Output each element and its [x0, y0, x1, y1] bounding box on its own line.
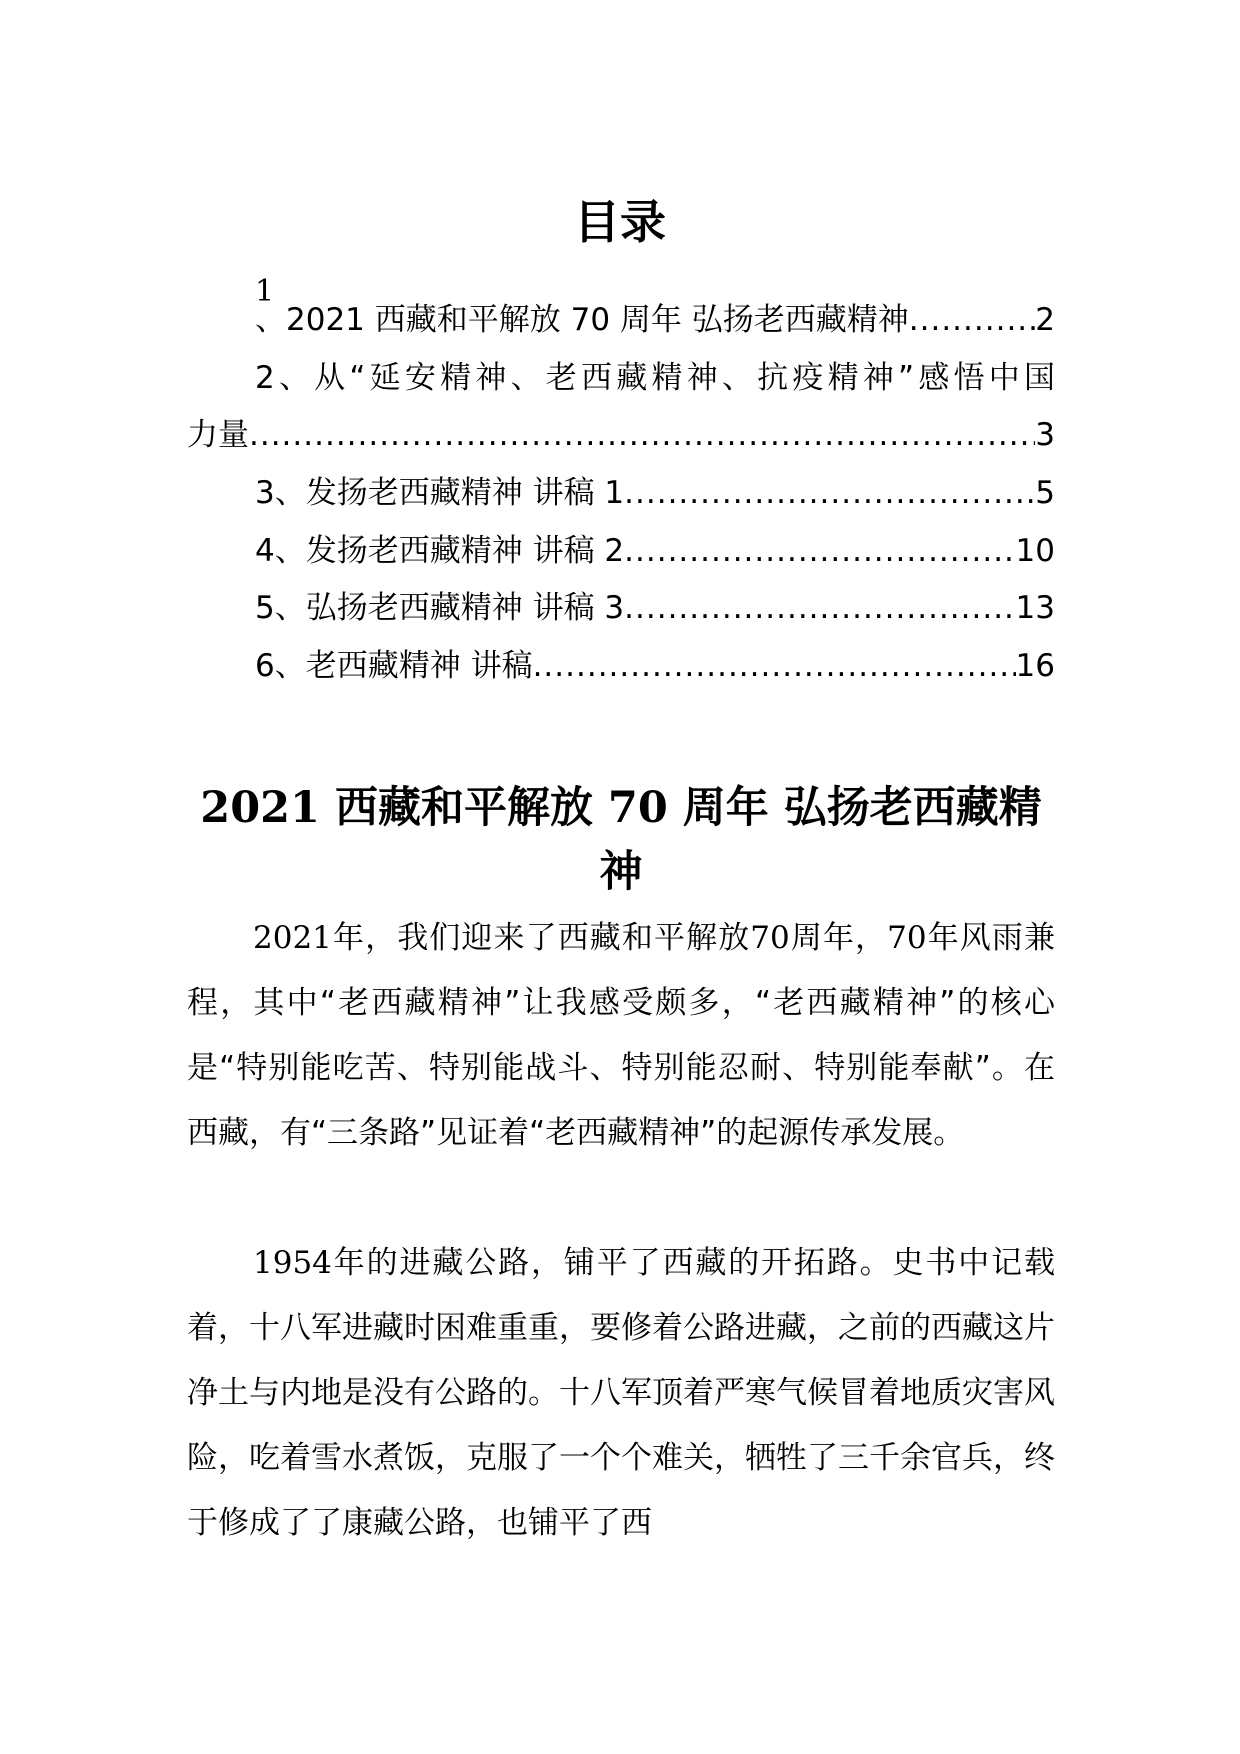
toc-entry-page: 3 — [1035, 417, 1055, 453]
paragraph-text: 周年， — [789, 920, 888, 956]
article-paragraph-2 — [187, 1231, 1055, 1556]
toc-entry-6[interactable] — [255, 642, 1055, 690]
toc-leader-dots — [624, 584, 1015, 632]
heading-year: 2021 — [200, 783, 320, 833]
toc-entry-page: 13 — [1015, 590, 1055, 626]
toc-entry-label: 4、发扬老西藏精神 讲稿 2 — [255, 533, 625, 569]
toc-entry-page: 16 — [1015, 648, 1055, 684]
toc-entry-2[interactable] — [187, 411, 1055, 459]
toc-entry-2-line1[interactable]: 2、从“延安精神、老西藏精神、抗疫精神”感悟中国 — [255, 360, 1055, 396]
toc-entry-4[interactable] — [255, 527, 1055, 575]
toc-entry-1-number: 1 — [255, 274, 275, 309]
heading-line2: 神 — [599, 847, 643, 897]
toc-entry-page: 10 — [1015, 533, 1055, 569]
toc-entry-page: 2 — [1035, 302, 1055, 338]
toc-entry-label: 力量 — [187, 417, 249, 453]
heading-text-b: 周年 弘扬老西藏精 — [667, 783, 1042, 833]
toc-entry-3[interactable] — [255, 469, 1055, 517]
toc-leader-dots — [909, 296, 1036, 344]
toc-entry-label: 5、弘扬老西藏精神 讲稿 3 — [255, 590, 625, 626]
toc-entry-page: 5 — [1035, 475, 1055, 511]
paragraph-text: 年，我们迎来了西藏和平解放 — [331, 920, 751, 956]
paragraph-text: 年的进藏公路，铺平了西藏的开拓路。史书中记载着，十八军进藏时困难重重，要修着公路进藏，之前的西藏这片净土与内地是没有公路的。十八军顶着严寒气候冒着地质灾害风险，吃着雪水煮饭，克服了一个个难关，牺牲了三千余官兵，终于修成了了康藏公路，也铺平了西 — [187, 1245, 1055, 1541]
toc-entry-1[interactable] — [255, 296, 1055, 344]
paragraph-number: 1954 — [253, 1245, 332, 1281]
paragraph-text: 年风雨兼程，其中“老西藏精神”让我感受颇多，“老西藏精神”的核心是“特别能吃苦、特别能战斗、特别能忍耐、特别能奉献”。在西藏，有“三条路”见证着“老西藏精神”的起源传承发展。 — [187, 920, 1056, 1151]
toc-title: 目录 — [574, 195, 666, 249]
paragraph-number: 70 — [887, 920, 927, 956]
paragraph-number: 70 — [750, 920, 790, 956]
toc-entry-5[interactable] — [255, 584, 1055, 632]
heading-text-a: 西藏和平解放 — [319, 783, 608, 833]
article-heading — [187, 776, 1055, 904]
paragraph-number: 2021 — [253, 920, 332, 956]
toc-leader-dots — [249, 411, 1035, 459]
toc-entry-label: 、2021 西藏和平解放 70 周年 弘扬老西藏精神 — [255, 302, 909, 338]
toc-leader-dots — [624, 469, 1035, 517]
toc-entry-label: 3、发扬老西藏精神 讲稿 1 — [255, 475, 625, 511]
toc-entry-label: 6、老西藏精神 讲稿 — [255, 648, 533, 684]
toc-leader-dots — [624, 527, 1015, 575]
article-paragraph-1 — [187, 906, 1055, 1166]
heading-number: 70 — [607, 783, 668, 833]
toc-leader-dots — [533, 642, 1016, 690]
